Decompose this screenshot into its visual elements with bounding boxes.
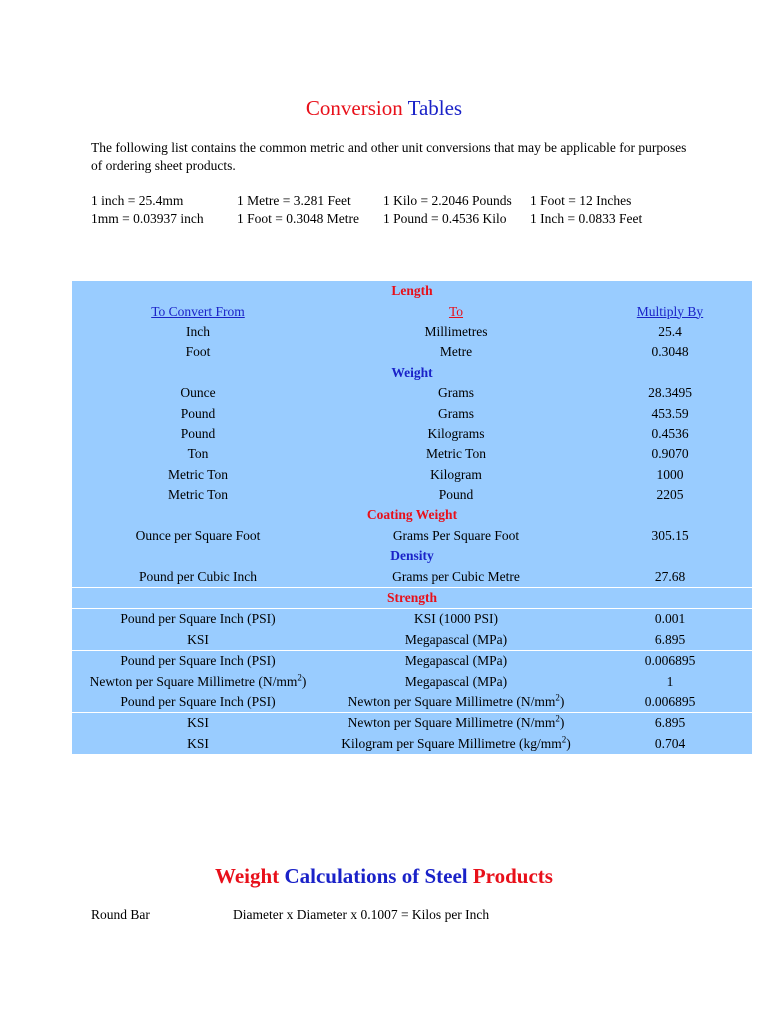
heading-word-1: Weight — [215, 864, 280, 888]
cell-to: Megapascal (MPa) — [404, 631, 508, 647]
table-row — [72, 566, 752, 587]
table-row — [72, 383, 752, 403]
superscript: 2 — [297, 672, 302, 683]
cell-to-text: Newton per Square Millimetre (N/mm — [347, 715, 556, 731]
table-row — [72, 403, 752, 423]
weight-calculations-heading — [0, 862, 768, 890]
calc-formula: Diameter x Diameter x 0.1007 = Kilos per Inch — [233, 907, 490, 922]
table-row — [72, 671, 752, 691]
section-title-coating: Coating Weight — [366, 507, 458, 523]
table-row — [72, 485, 752, 505]
section-row-density — [72, 546, 752, 566]
cell-from: KSI — [187, 735, 209, 751]
title-part-2: Tables — [407, 96, 463, 120]
superscript: 2 — [555, 692, 560, 703]
table-row — [72, 444, 752, 464]
table-row — [72, 713, 752, 734]
cell-from: Pound per Square Inch (PSI) — [120, 694, 276, 709]
cell-to — [324, 713, 588, 734]
cell-to-end: ) — [559, 715, 565, 731]
cell-from: Ounce — [180, 385, 216, 401]
heading-word-2: Calculations of Steel — [284, 864, 468, 888]
cell-factor: 6.895 — [654, 631, 686, 647]
table-row — [72, 609, 752, 630]
quick-item: 1 Foot = 0.3048 Metre — [237, 211, 359, 226]
cell-to — [324, 734, 588, 754]
cell-from: Metric Ton — [168, 466, 228, 482]
cell-to: Metric Ton — [426, 446, 486, 462]
cell-factor: 453.59 — [651, 405, 689, 421]
cell-factor: 28.3495 — [648, 385, 692, 401]
cell-factor: 6.895 — [588, 713, 752, 734]
cell-factor: 0.4536 — [651, 425, 689, 441]
section-row-weight — [72, 363, 752, 383]
cell-factor: 1000 — [656, 466, 684, 482]
quick-item: 1 Foot = 12 Inches — [530, 193, 632, 208]
cell-from: KSI — [72, 713, 324, 734]
table-row — [72, 734, 752, 754]
table-row — [72, 692, 752, 713]
cell-from: Metric Ton — [168, 487, 228, 503]
section-title-density: Density — [390, 548, 434, 564]
table-row — [72, 651, 752, 672]
quick-item: 1mm = 0.03937 inch — [91, 211, 204, 226]
cell-from — [72, 671, 324, 691]
cell-to: Megapascal (MPa) — [324, 651, 588, 672]
section-title-length: Length — [391, 283, 433, 299]
table-row — [72, 322, 752, 342]
cell-to: Grams — [438, 405, 474, 421]
cell-to — [324, 692, 588, 713]
quick-item: 1 Metre = 3.281 Feet — [237, 193, 351, 208]
page-title — [0, 95, 768, 121]
cell-factor: 2205 — [656, 487, 684, 503]
cell-to-end: ) — [566, 735, 571, 751]
section-title-weight: Weight — [391, 364, 433, 380]
cell-to: KSI (1000 PSI) — [324, 609, 588, 630]
table-row — [72, 465, 752, 485]
cell-to-end: ) — [559, 694, 565, 709]
cell-from: Inch — [186, 323, 210, 339]
superscript: 2 — [561, 734, 567, 745]
cell-to: Grams Per Square Foot — [392, 527, 520, 543]
table-row — [72, 630, 752, 651]
cell-from: Ton — [187, 446, 209, 462]
cell-factor: 0.3048 — [651, 344, 689, 360]
cell-to-text: Newton per Square Millimetre (N/mm — [347, 694, 556, 709]
title-part-1: Conversion — [305, 96, 403, 120]
cell-to: Grams — [438, 385, 474, 401]
cell-to: Metre — [439, 344, 473, 360]
superscript: 2 — [555, 713, 560, 724]
cell-to: Kilogram — [430, 466, 482, 482]
section-row-coating — [72, 505, 752, 525]
cell-from: Pound — [180, 425, 216, 441]
quick-item: 1 Kilo = 2.2046 Pounds — [383, 193, 512, 208]
cell-factor: 0.704 — [654, 735, 686, 751]
cell-factor: 0.001 — [588, 609, 752, 630]
cell-factor: 305.15 — [651, 527, 689, 543]
header-multiply-by-link[interactable]: Multiply By — [636, 303, 704, 319]
section-title-strength: Strength — [72, 587, 752, 608]
intro-paragraph: The following list contains the common metric and other unit conversions that may be applicable for purposes of ordering sheet products. — [91, 140, 687, 173]
cell-from: Pound — [180, 405, 216, 421]
cell-factor: 0.9070 — [651, 446, 689, 462]
cell-factor: 27.68 — [654, 568, 686, 584]
cell-factor: 25.4 — [658, 323, 682, 339]
cell-from: Pound per Square Inch (PSI) — [72, 651, 324, 672]
header-to-link[interactable]: To — [448, 303, 464, 319]
cell-factor: 0.006895 — [644, 694, 696, 709]
quick-item: 1 Inch = 0.0833 Feet — [530, 211, 643, 226]
cell-from-text: Newton per Square Millimetre (N/mm — [89, 673, 298, 689]
cell-from: KSI — [187, 631, 209, 647]
calc-label: Round Bar — [91, 907, 150, 922]
section-row-length — [72, 281, 752, 301]
cell-from: Pound per Cubic Inch — [138, 568, 258, 584]
header-convert-from-link[interactable]: To Convert From — [151, 303, 245, 319]
quick-item: 1 inch = 25.4mm — [91, 193, 184, 208]
cell-to: Kilograms — [427, 425, 485, 441]
quick-item: 1 Pound = 0.4536 Kilo — [383, 211, 507, 226]
cell-to-text: Kilogram per Square Millimetre (kg/mm — [341, 735, 562, 751]
header-row — [72, 301, 752, 321]
table-row — [72, 526, 752, 546]
cell-from: Pound per Square Inch (PSI) — [72, 609, 324, 630]
cell-from: Foot — [185, 344, 211, 360]
cell-from: Ounce per Square Foot — [135, 527, 261, 543]
table-row — [72, 342, 752, 362]
section-row-strength — [72, 587, 752, 608]
cell-to: Megapascal (MPa) — [404, 673, 508, 689]
cell-from-end: ) — [301, 673, 307, 689]
cell-factor: 0.006895 — [588, 651, 752, 672]
cell-to: Millimetres — [424, 323, 488, 339]
table-row — [72, 424, 752, 444]
cell-to: Grams per Cubic Metre — [392, 568, 520, 584]
conversion-table — [72, 281, 752, 754]
cell-factor: 1 — [666, 673, 674, 689]
cell-to: Pound — [438, 487, 474, 503]
heading-word-3: Products — [472, 864, 553, 888]
